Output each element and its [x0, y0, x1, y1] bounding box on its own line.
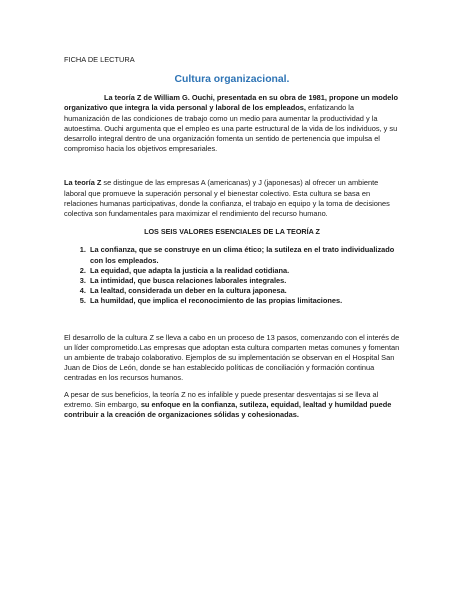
- list-item: 5. La humildad, que implica el reconocimiento de las propias limitaciones.: [88, 296, 400, 306]
- theory-z-text: se distingue de las empresas A (americanas) y J (japonesas) al ofrecer un ambiente laboral que promueve la superación personal y el bienestar colectivo. Esta cultura se basa en relaciones humanas participativas, donde la confianza, el trabajo en equipo y la toma de decisiones colectiva son fundamentales para maximizar el rendimiento del recurso humano.: [64, 178, 390, 219]
- page-title: Cultura organizacional.: [174, 74, 290, 86]
- theory-z-bold-text: La teoría Z: [64, 178, 102, 188]
- intro-text: enfatizando la humanización de las condiciones de trabajo como un medio para aumentar la productividad y la autoestima. Ouchi argumenta que el empleo es una parte estructural de la vida de los individuos, y su desarrollo integral dentro de una organización fomenta un sentido de pertenencia que impulsa el compromiso hacia los objetivos empresariales.: [64, 103, 398, 154]
- list-item: 2. La equidad, que adapta la justicia a la realidad cotidiana.: [88, 266, 400, 276]
- values-heading: LOS SEIS VALORES ESENCIALES DE LA TEORÍA Z: [144, 227, 320, 237]
- intro-bold-text: La teoría Z de William G. Ouchi, presentada en su obra de 1981, propone un modelo organizativo que integra la vida personal y laboral de los empleados,: [64, 93, 398, 113]
- intro-paragraph: [64, 93, 400, 154]
- values-list: [64, 245, 400, 306]
- conclusion-paragraph: [64, 390, 400, 421]
- theory-z-paragraph: [64, 178, 400, 219]
- development-paragraph: El desarrollo de la cultura Z se lleva a cabo en un proceso de 13 pasos, comenzando con el interés de un líder comprometido.Las empresas que adoptan esta cultura comparten metas comunes y fomentan un ambiente de trabajo colaborativo. Ejemplos de su implementación se observan en el Hospital San Juan de Dios de León, donde se han establecido políticas de conciliación y formación continua centradas en los recursos humanos.: [64, 332, 400, 383]
- list-item: 4. La lealtad, considerada un deber en la cultura japonesa.: [88, 286, 400, 296]
- header-label: FICHA DE LECTURA: [64, 55, 135, 64]
- document-page: [64, 55, 400, 420]
- conclusion-bold-text: su enfoque en la confianza, sutileza, equidad, lealtad y humildad puede contribuir a la creación de organizaciones sólidas y cohesionadas.: [64, 399, 392, 420]
- list-item: 3. La intimidad, que busca relaciones laborales integrales.: [88, 276, 400, 286]
- list-item: 1. La confianza, que se construye en un clima ético; la sutileza en el trato individualizado con los empleados.: [88, 245, 400, 265]
- conclusion-text: A pesar de sus beneficios, la teoría Z no es infalible y puede presentar desventajas si se lleva al extremo. Sin embargo,: [64, 389, 379, 409]
